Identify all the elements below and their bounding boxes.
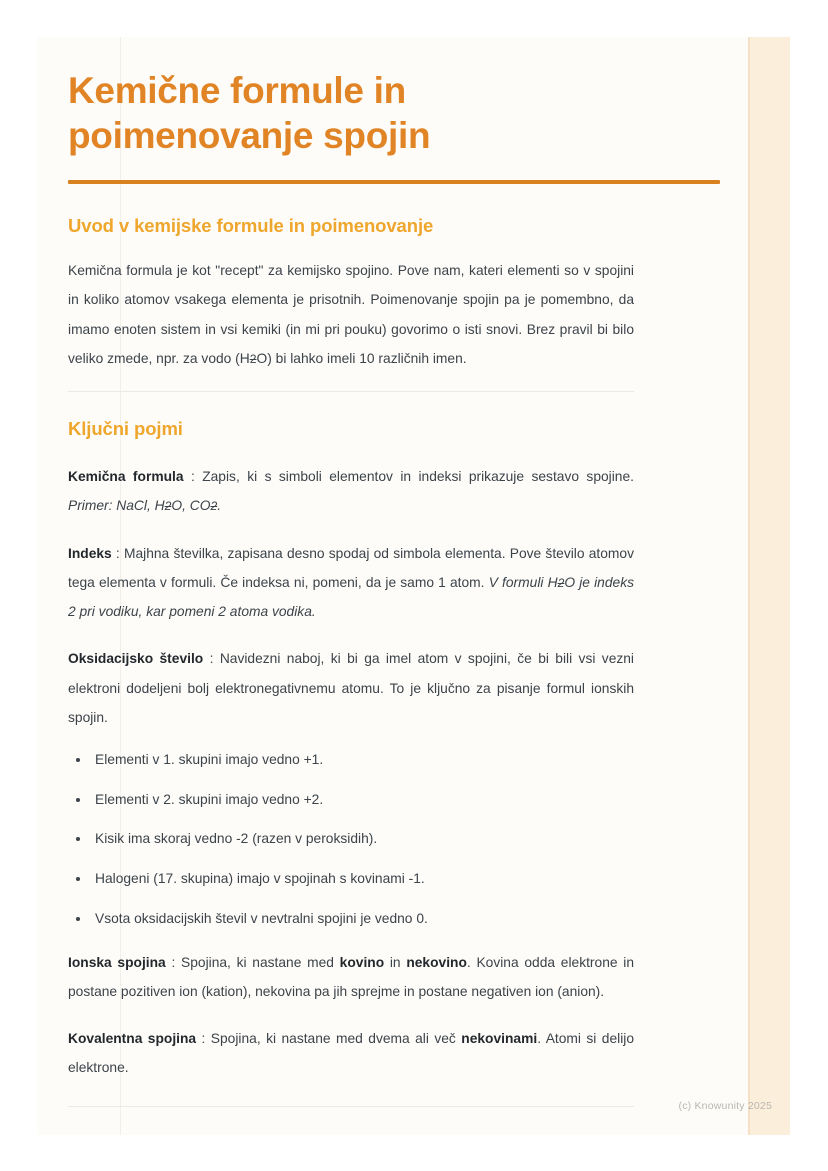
term-separator: : xyxy=(111,545,124,561)
ionic-text-part1: Spojina, ki nastane med xyxy=(181,954,340,970)
list-item: Elementi v 2. skupini imajo vedno +2. xyxy=(68,790,634,811)
term-separator: : xyxy=(165,954,182,970)
list-item: Vsota oksidacijskih števil v nevtralni spojini je vedno 0. xyxy=(68,909,634,930)
example-part2: O, CO xyxy=(171,498,211,514)
term-separator: : xyxy=(183,469,203,485)
intro-text-part2: O) bi lahko imeli 10 različnih imen. xyxy=(256,350,467,366)
example-part2: O je indeks 2 pri vodiku, kar pomeni 2 atoma vodika. xyxy=(68,574,635,620)
term-separator: : xyxy=(196,1030,211,1046)
term-label: Kemična formula xyxy=(68,469,184,485)
section-heading-key-terms: Ključni pojmi xyxy=(68,418,183,440)
list-item: Kisik ima skoraj vedno -2 (razen v peroksidih). xyxy=(68,829,634,850)
example-part1: Primer: NaCl, H xyxy=(68,498,165,514)
term-definition-text: Majhna številka, zapisana desno spodaj od simbola elementa. Pove število atomov tega elementa v formuli. Če indeksa ni, pomeni, da je samo 1 atom. xyxy=(68,545,634,590)
subscript-two: 2 xyxy=(249,351,257,366)
term-definition-oksidacijsko-stevilo xyxy=(68,644,634,732)
subscript-two: 2 xyxy=(164,499,172,514)
intro-text-part1: Kemična formula je kot "recept" za kemijsko spojino. Pove nam, kateri elementi so v spojini in koliko atomov vsakega elementa je prisotnih. Poimenovanje spojin pa je pomembno, da imamo enoten sistem in vsi kemiki (in mi pri pouku) govorimo o isti snovi. Brez pravil bi bilo veliko zmede, npr. za vodo (H xyxy=(68,263,634,366)
page-edge-strip xyxy=(748,37,790,1135)
subscript-two: 2 xyxy=(210,499,218,514)
term-definition-text: Zapis, ki s simboli elementov in indeksi prikazuje sestavo spojine. xyxy=(202,469,634,485)
ionic-text-part2: in xyxy=(384,954,407,970)
ionic-bold-nekovino: nekovino xyxy=(406,954,467,970)
subscript-two: 2 xyxy=(557,575,565,590)
page-edge-strip-border xyxy=(748,37,750,1135)
term-example xyxy=(68,498,221,513)
term-label: Kovalentna spojina xyxy=(68,1030,197,1046)
example-part1: V formuli H xyxy=(488,574,558,590)
term-definition-formula xyxy=(68,462,634,520)
list-item: Elementi v 1. skupini imajo vedno +1. xyxy=(68,750,634,771)
term-label: Indeks xyxy=(68,545,112,561)
section-divider-top xyxy=(68,391,634,392)
covalent-bold-nekovinami: nekovinami xyxy=(461,1030,538,1046)
term-definition-text: Navidezni naboj, ki bi ga imel atom v spojini, če bi bili vsi vezni elektroni dodeljeni bolj elektronegativnemu atomu. To je ključno za pisanje formul ionskih spojin. xyxy=(68,651,635,725)
intro-paragraph xyxy=(68,256,634,373)
ionic-text-part3: . Kovina odda elektrone in postane pozitiven ion (kation), nekovina pa jih sprejme in postane negativen ion (anion). xyxy=(68,954,635,999)
copyright-watermark: (c) Knowunity 2025 xyxy=(678,1100,772,1112)
oxidation-rules-list xyxy=(68,750,634,929)
term-separator: : xyxy=(203,651,220,667)
example-part3: . xyxy=(217,498,222,514)
list-item: Halogeni (17. skupina) imajo v spojinah s kovinami -1. xyxy=(68,869,634,890)
term-definition-ionska-spojina xyxy=(68,948,634,1006)
section-heading-intro: Uvod v kemijske formule in poimenovanje xyxy=(68,215,434,237)
title-underline-rule xyxy=(68,180,720,184)
term-definition-indeks xyxy=(68,539,634,627)
covalent-text-part1: Spojina, ki nastane med dvema ali več xyxy=(210,1030,462,1046)
term-definition-kovalentna-spojina xyxy=(68,1024,634,1082)
ionic-bold-kovino: kovino xyxy=(339,954,385,970)
term-label: Ionska spojina xyxy=(68,954,166,970)
covalent-text-part2: . Atomi si delijo elektrone. xyxy=(68,1030,634,1076)
document-content xyxy=(68,68,634,1107)
term-label: Oksidacijsko število xyxy=(68,651,204,667)
page-title: Kemične formule in poimenovanje spojin xyxy=(68,70,431,157)
